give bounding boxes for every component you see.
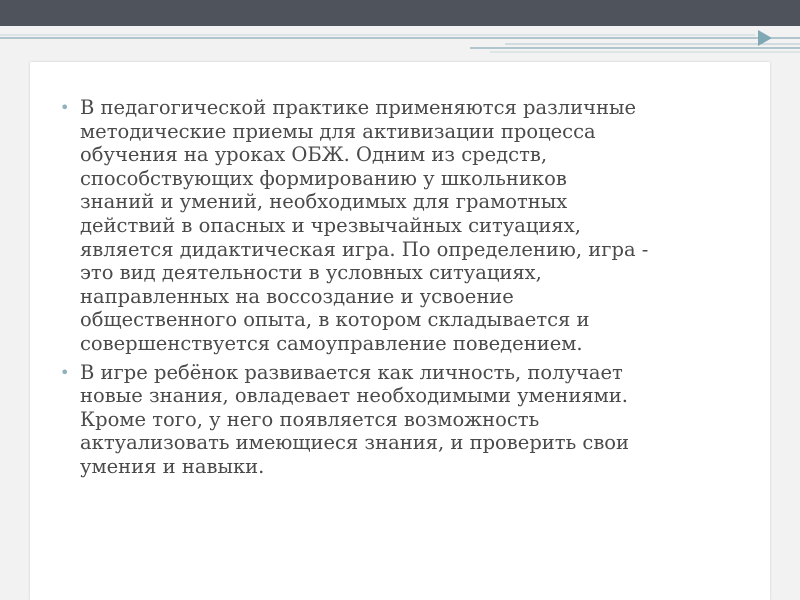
bullet-text-line: направленных на воссоздание и усвоение — [80, 284, 514, 308]
bullet-text-line: В педагогической практике применяются различные — [80, 96, 637, 119]
bullet-dot-icon: • — [60, 362, 70, 382]
bullet-text-line: знаний и умений, необходимых для грамотных — [80, 190, 568, 214]
bullet-text-line: актуализовать имеющиеся знания, и проверить свои — [80, 431, 630, 455]
bullet-text-line: Кроме того, у него появляется возможность — [80, 407, 540, 431]
bullet-text-line: совершенствуется самоуправление поведением. — [80, 331, 583, 355]
bullet-text-line: обучения на уроках ОБЖ. Одним из средств, — [80, 143, 548, 167]
bullet-text-line: новые знания, овладевает необходимыми умениями. — [80, 384, 628, 408]
bullet-item — [60, 96, 760, 356]
bullet-text-line: действий в опасных и чрезвычайных ситуациях, — [80, 213, 581, 237]
bullet-text-line: способствующих формированию у школьников — [80, 166, 567, 190]
bullet-list — [60, 96, 760, 484]
bullet-text-line: является дидактическая игра. По определению, игра - — [80, 237, 649, 261]
bullet-text-line: В игре ребёнок развивается как личность, получает — [80, 360, 623, 384]
decorative-accent-lines — [0, 26, 800, 60]
bullet-item — [60, 361, 760, 479]
top-header-bar — [0, 0, 800, 26]
bullet-dot-icon: • — [60, 98, 70, 117]
bullet-text-line: методические приемы для активизации процесса — [80, 119, 596, 143]
bullet-text-line: общественного опыта, в котором складывается и — [80, 308, 590, 332]
bullet-text-line: это вид деятельности в условных ситуациях, — [80, 261, 542, 285]
bullet-text-line: умения и навыки. — [80, 454, 265, 478]
